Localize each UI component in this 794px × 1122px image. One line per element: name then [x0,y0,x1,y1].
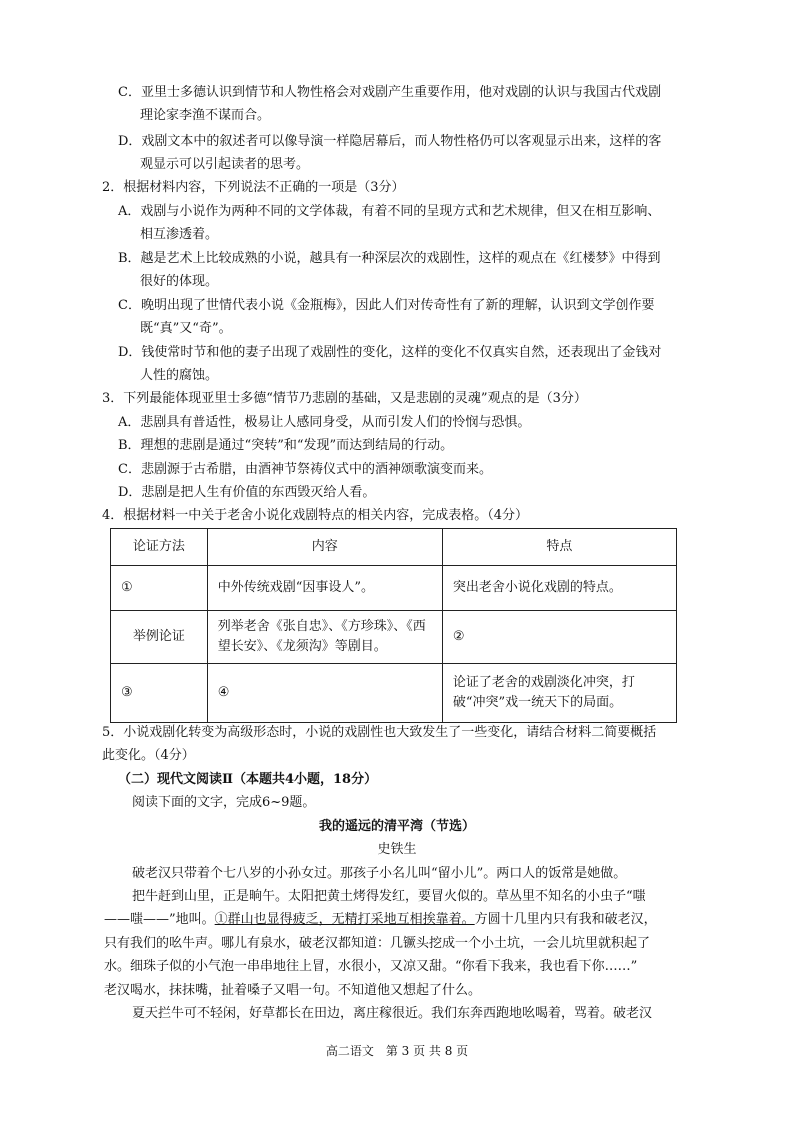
q2-option-d-line1: D．钱使常时节和他的妻子出现了戏剧性的变化，这样的变化不仅真实自然，还表现出了金钱对 [118,345,662,360]
passage-author: 史铁生 [377,842,417,857]
q4-stem: 4．根据材料一中关于老舍小说化戏剧特点的相关内容，完成表格。（4分） [102,508,529,523]
underlined-sentence-1: ①群山也显得疲乏，无精打采地互相挨靠着。 [214,912,475,927]
q2-option-b-line2: 很好的体现。 [140,274,219,289]
page-footer: 高二语文 第 3 页 共 8 页 [325,1044,469,1058]
reading-instruction: 阅读下面的文字，完成6~9题。 [132,795,316,810]
table-cell: 论证了老舍的戏剧淡化冲突，打破“冲突”戏一统天下的局面。 [442,664,676,723]
table-cell: 列举老舍《张自忠》、《方珍珠》、《西望长安》、《龙须沟》等剧目。 [207,611,442,664]
q3-option-c: C．悲剧源于古希腊，由酒神节祭祷仪式中的酒神颂歌演变而来。 [118,462,492,477]
q2-option-c-line2: 既“真”又“奇”。 [140,321,232,336]
passage-paragraph-2-line4: 水。细珠子似的小气泡一串串地往上冒，水很小，又凉又甜。“你看下我来，我也看下你……” [104,959,638,974]
table-header-row [111,529,677,566]
table-cell: 举例论证 [111,611,208,664]
q2-option-d-line2: 人性的腐蚀。 [140,368,219,383]
q2-option-c-line1: C．晚明出现了世情代表小说《金瓶梅》，因此人们对传奇性有了新的理解，认识到文学创作要 [118,298,655,313]
q1-option-c-line2: 理论家李渔不谋而合。 [140,108,271,123]
q2-option-a-line1: A．戏剧与小说作为两种不同的文学体裁，有着不同的呈现方式和艺术规律，但又在相互影响、 [118,204,661,219]
q2-option-a-line2: 相互渗透着。 [140,227,219,242]
passage-paragraph-2-line2: ——嗤——”地叫。①群山也显得疲乏，无精打采地互相挨靠着。方圆十几里内只有我和破老汉， [104,912,657,927]
table-header-cell: 内容 [207,529,442,566]
table-row [111,566,677,611]
table-cell: 突出老舍小说化戏剧的特点。 [442,566,676,611]
table-cell: ④ [207,664,442,723]
q4-answer-table [110,528,677,723]
table-cell: ③ [111,664,208,723]
q3-option-b: B．理想的悲剧是通过“突转”和“发现”而达到结局的行动。 [118,438,454,453]
q1-option-c-line1: C．亚里士多德认识到情节和人物性格会对戏剧产生重要作用，他对戏剧的认识与我国古代戏剧 [118,85,661,100]
table-header-cell: 论证方法 [111,529,208,566]
q3-stem: 3．下列最能体现亚里士多德“情节乃悲剧的基础，又是悲剧的灵魂”观点的是（3分） [102,391,587,406]
passage-paragraph-3: 夏天拦牛可不轻闲，好草都长在田边，离庄稼很近。我们东奔西跑地吆喝着，骂着。破老汉 [132,1006,653,1021]
q3-option-d: D．悲剧是把人生有价值的东西毁灭给人看。 [118,485,376,500]
passage-paragraph-2-line1: 把牛赶到山里，正是晌午。太阳把黄土烤得发红，要冒火似的。草丛里不知名的小虫子“嗤 [132,889,646,904]
q3-option-a: A．悲剧具有普适性，极易让人感同身受，从而引发人们的怜悯与恐惧。 [118,415,531,430]
q2-option-b-line1: B．越是艺术上比较成熟的小说，越具有一种深层次的戏剧性，这样的观点在《红楼梦》中得到 [118,251,661,266]
table-cell: 中外传统戏剧“因事设人”。 [207,566,442,611]
table-cell: ② [442,611,676,664]
table-row [111,611,677,664]
q5-stem-line1: 5．小说戏剧化转变为高级形态时，小说的戏剧性也大致发生了一些变化，请结合材料二简要概括 [102,725,657,740]
passage-title: 我的遥远的清平湾（节选） [318,819,475,834]
table-header-cell: 特点 [442,529,676,566]
section-heading: （二）现代文阅读Ⅱ（本题共4小题，18分） [118,772,378,787]
q5-stem-line2: 此变化。（4分） [102,748,195,763]
q2-stem: 2．根据材料内容，下列说法不正确的一项是（3分） [102,180,405,195]
table-row [111,664,677,723]
q1-option-d-line1: D．戏剧文本中的叙述者可以像导演一样隐居幕后，而人物性格仍可以客观显示出来，这样的客 [118,134,662,149]
passage-paragraph-2-line5: 老汉喝水，抹抹嘴，扯着嗓子又唱一句。不知道他又想起了什么。 [104,983,482,998]
q1-option-d-line2: 观显示可以引起读者的思考。 [140,157,310,172]
table-cell: ① [111,566,208,611]
passage-paragraph-1: 破老汉只带着个七八岁的小孙女过。那孩子小名儿叫“留小儿”。两口人的饭常是她做。 [132,866,627,881]
passage-paragraph-2-line3: 只有我们的吆牛声。哪儿有泉水，破老汉都知道：几镢头挖成一个小土坑，一会儿坑里就积起了 [104,936,651,951]
